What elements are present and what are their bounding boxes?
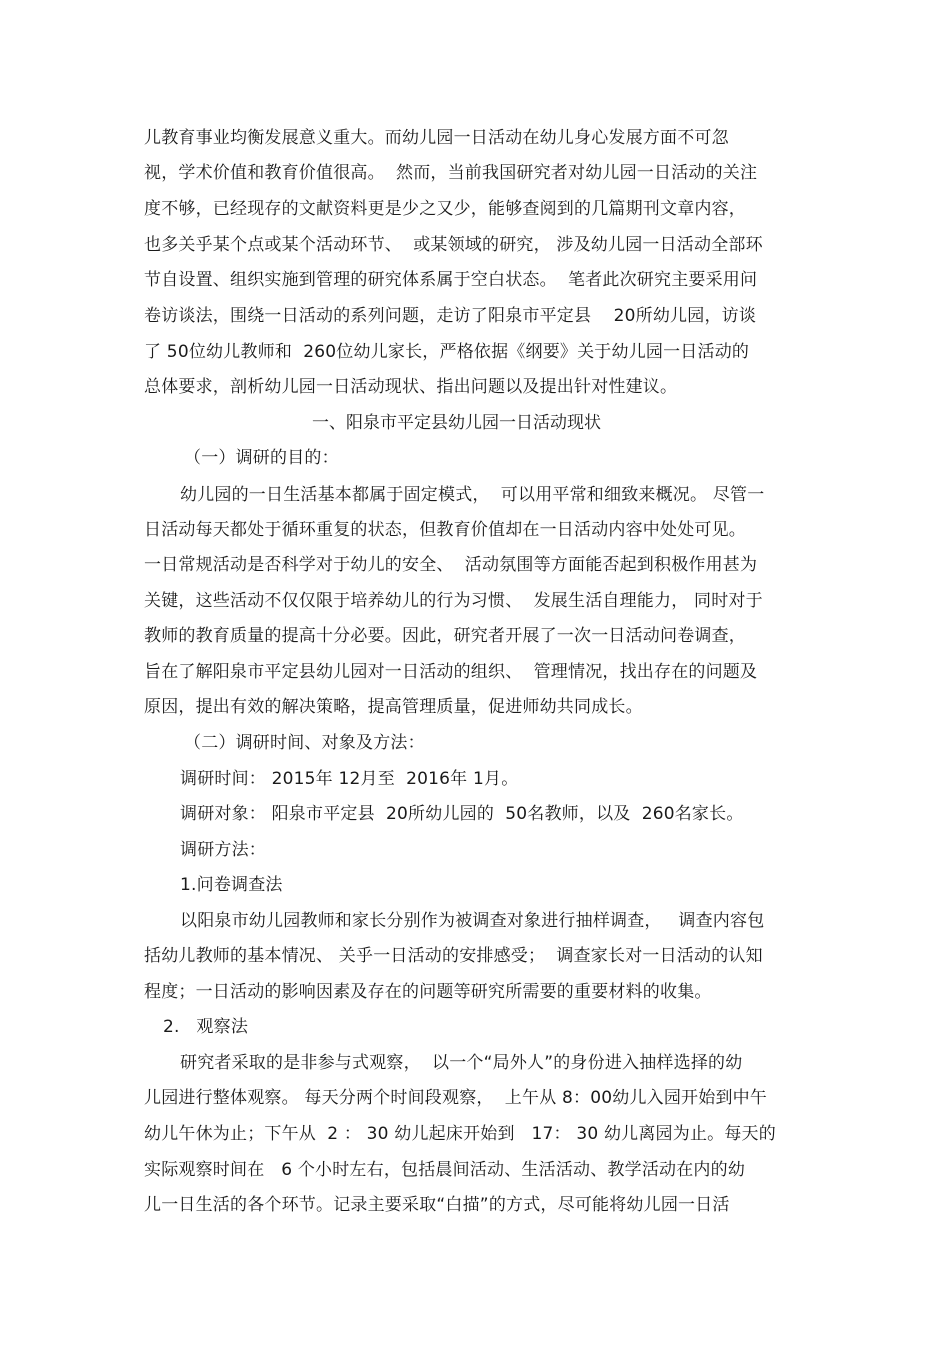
method-line: 研究者采取的是非参与式观察， 以一个“局外人”的身份进入抽样选择的幼 [180, 1053, 743, 1073]
subsection-title: （一）调研的目的： [184, 448, 339, 468]
intro-line: 卷访谈法，围绕一日活动的系列问题，走访了阳泉市平定县 20所幼儿园，访谈 [144, 306, 757, 326]
section-title: 一、阳泉市平定县幼儿园一日活动现状 [312, 413, 601, 433]
survey-object: 调研对象： 阳泉市平定县 20所幼儿园的 50名教师，以及 260名家长。 [180, 804, 744, 824]
purpose-line: 日活动每天都处于循环重复的状态，但教育价值却在一日活动内容中处处可见。 [144, 520, 746, 540]
method-line: 儿一日生活的各个环节。记录主要采取“白描”的方式，尽可能将幼儿园一日活 [144, 1195, 730, 1215]
purpose-line: 旨在了解阳泉市平定县幼儿园对一日活动的组织、 管理情况，找出存在的问题及 [144, 662, 758, 682]
subsection-title: （二）调研时间、对象及方法： [184, 733, 425, 753]
intro-line: 也多关乎某个点或某个活动环节、 或某领域的研究， 涉及幼儿园一日活动全部环 [144, 235, 763, 255]
method-line: 实际观察时间在 6 个小时左右，包括晨间活动、生活活动、教学活动在内的幼 [144, 1160, 746, 1180]
purpose-line: 关键，这些活动不仅仅限于培养幼儿的行为习惯、 发展生活自理能力， 同时对于 [144, 591, 763, 611]
survey-method: 调研方法： [180, 840, 266, 860]
purpose-line: 一日常规活动是否科学对于幼儿的安全、 活动氛围等方面能否起到积极作用甚为 [144, 555, 758, 575]
method-title: 2. 观察法 [163, 1017, 249, 1037]
purpose-line: 原因，提出有效的解决策略，提高管理质量，促进师幼共同成长。 [144, 697, 643, 717]
method-line: 括幼儿教师的基本情况、 关乎一日活动的安排感受； 调查家长对一日活动的认知 [144, 946, 763, 966]
intro-line: 儿教育事业均衡发展意义重大。而幼儿园一日活动在幼儿身心发展方面不可忽 [144, 128, 729, 148]
method-line: 幼儿午休为止；下午从 2 ： 30 幼儿起床开始到 17： 30 幼儿离园为止。每天的 [144, 1124, 776, 1144]
intro-line: 度不够，已经现存的文献资料更是少之又少，能够查阅到的几篇期刊文章内容， [144, 199, 746, 219]
intro-line: 视，学术价值和教育价值很高。 然而，当前我国研究者对幼儿园一日活动的关注 [144, 163, 758, 183]
method-line: 程度；一日活动的影响因素及存在的问题等研究所需要的重要材料的收集。 [144, 982, 712, 1002]
intro-line: 节自设置、组织实施到管理的研究体系属于空白状态。 笔者此次研究主要采用问 [144, 270, 758, 290]
method-line: 以阳泉市幼儿园教师和家长分别作为被调查对象进行抽样调查， 调查内容包 [180, 911, 765, 931]
intro-line: 了 50位幼儿教师和 260位幼儿家长，严格依据《纲要》关于幼儿园一日活动的 [144, 342, 750, 362]
purpose-line: 幼儿园的一日生活基本都属于固定模式， 可以用平常和细致来概况。 尽管一 [180, 485, 765, 505]
survey-time: 调研时间： 2015年 12月至 2016年 1月。 [180, 769, 519, 789]
method-title: 1.问卷调查法 [180, 875, 283, 895]
method-line: 儿园进行整体观察。 每天分两个时间段观察， 上午从 8：00幼儿入园开始到中午 [144, 1088, 768, 1108]
purpose-line: 教师的教育质量的提高十分必要。因此，研究者开展了一次一日活动问卷调查， [144, 626, 746, 646]
intro-line: 总体要求，剖析幼儿园一日活动现状、指出问题以及提出针对性建议。 [144, 377, 678, 397]
